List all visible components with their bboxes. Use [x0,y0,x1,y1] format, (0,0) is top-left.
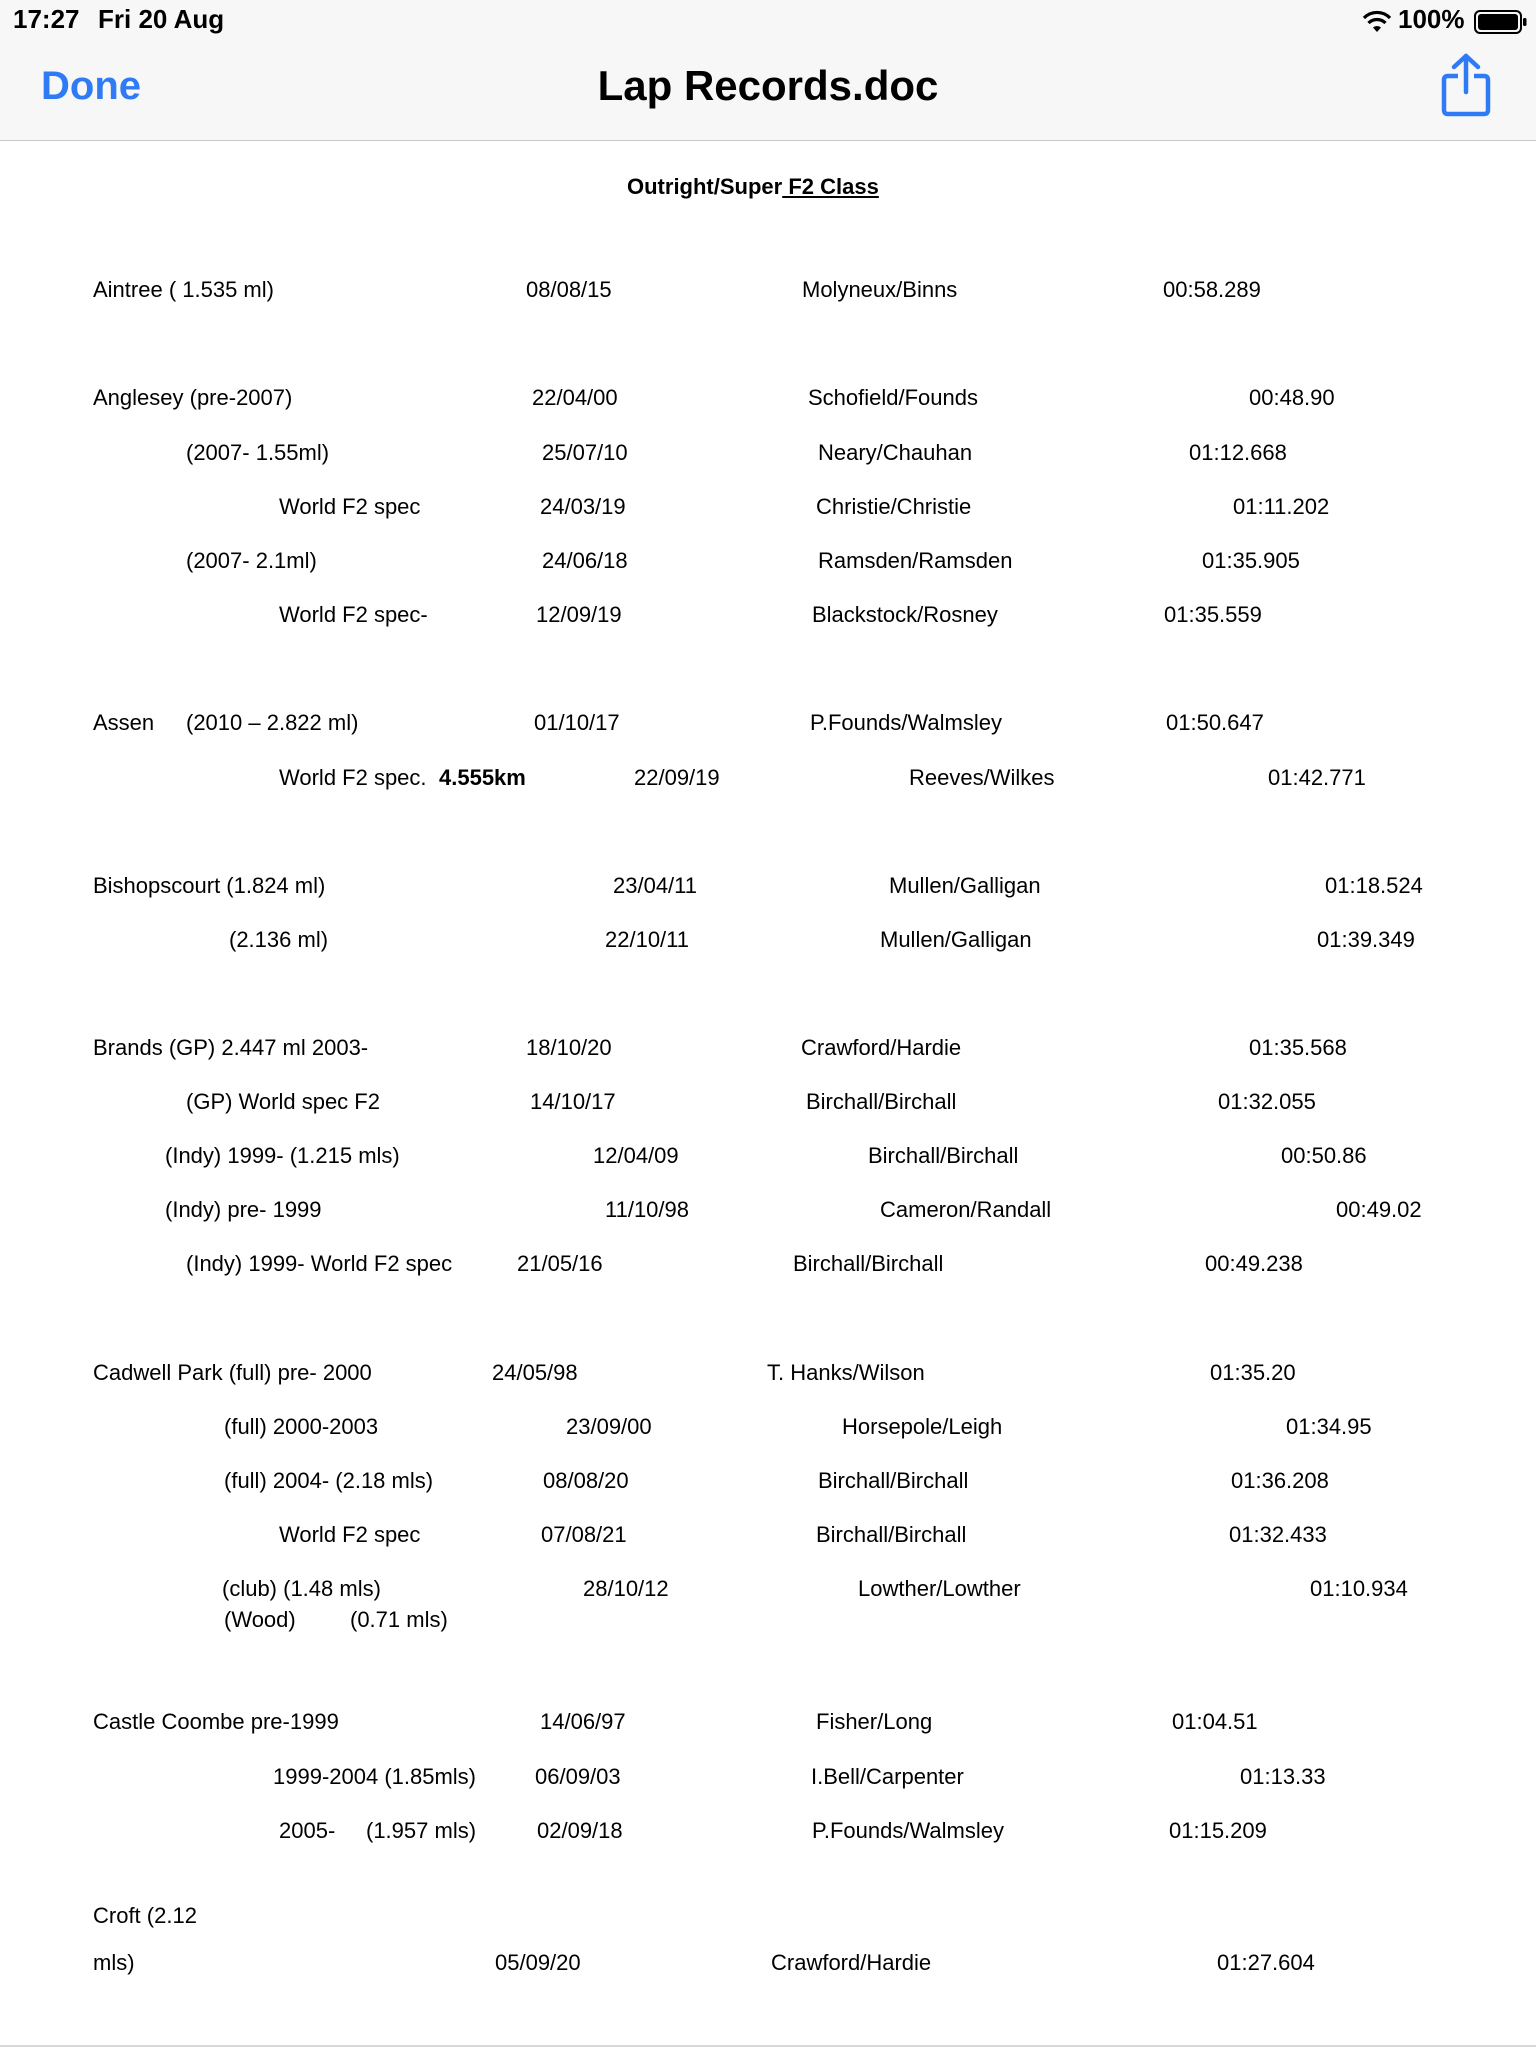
riders-cell: I.Bell/Carpenter [811,1764,964,1789]
date-cell: 14/06/97 [540,1709,626,1734]
date-cell: 12/09/19 [536,602,622,627]
circuit-cell: Cadwell Park (full) pre- 2000 [93,1360,372,1385]
time-cell: 01:50.647 [1166,710,1264,735]
date-cell: 18/10/20 [526,1035,612,1060]
riders-cell: P.Founds/Walmsley [812,1818,1004,1843]
time-cell: 00:58.289 [1163,277,1261,302]
circuit-cell: World F2 spec. [279,765,427,790]
circuit-cell: (club) (1.48 mls) [222,1576,381,1601]
circuit-cell: (GP) World spec F2 [186,1089,380,1114]
date-cell: 06/09/03 [535,1764,621,1789]
circuit-cell: (Indy) 1999- World F2 spec [186,1251,453,1276]
circuit-cell: 1999-2004 (1.85mls) [273,1764,477,1789]
date-cell: 11/10/98 [605,1197,690,1222]
riders-cell: T. Hanks/Wilson [767,1360,925,1385]
time-cell: 00:50.86 [1281,1143,1367,1168]
time-cell: 01:35.559 [1164,602,1262,627]
circuit-cell: (full) 2004- (2.18 mls) [224,1468,434,1493]
document-heading [627,174,879,200]
riders-cell: Mullen/Galligan [889,873,1041,898]
time-cell: 01:12.668 [1189,440,1287,465]
time-cell: 01:04.51 [1172,1709,1258,1734]
riders-cell: Ramsden/Ramsden [818,548,1013,573]
time-cell: 01:15.209 [1169,1818,1267,1843]
riders-cell: Molyneux/Binns [802,277,958,302]
time-cell: 01:11.202 [1233,494,1330,519]
circuit-cell: Assen [93,710,155,735]
date-cell: 07/08/21 [541,1522,627,1547]
circuit-cell: Aintree ( 1.535 ml) [93,277,274,302]
riders-cell: Reeves/Wilkes [909,765,1055,790]
riders-cell: Birchall/Birchall [793,1251,944,1276]
status-date: Fri 20 Aug [98,4,225,34]
circuit-bold-cell: 4.555km [439,765,526,790]
time-cell: 01:10.934 [1310,1576,1408,1601]
date-cell: 24/03/19 [540,494,626,519]
date-cell: 14/10/17 [530,1089,616,1114]
heading-underlined-text: F2 Class [782,174,879,199]
circuit-cell: (Indy) 1999- (1.215 mls) [165,1143,400,1168]
riders-cell: Christie/Christie [816,494,972,519]
circuit-cell: (full) 2000-2003 [224,1414,379,1439]
time-cell: 01:32.433 [1229,1522,1327,1547]
date-cell: 22/09/19 [634,765,720,790]
time-cell: 00:49.238 [1205,1251,1303,1276]
time-cell: 01:13.33 [1240,1764,1326,1789]
time-cell: 01:34.95 [1286,1414,1372,1439]
time-cell: 00:49.02 [1336,1197,1422,1222]
riders-cell: Birchall/Birchall [868,1143,1019,1168]
date-cell: 25/07/10 [542,440,628,465]
page-divider [0,2045,1536,2047]
riders-cell: P.Founds/Walmsley [810,710,1002,735]
circuit-cell: (2.136 ml) [229,927,329,952]
circuit-cell: Bishopscourt (1.824 ml) [93,873,326,898]
riders-cell: Birchall/Birchall [816,1522,967,1547]
riders-cell: Birchall/Birchall [806,1089,957,1114]
circuit-cell: Brands (GP) 2.447 ml 2003- [93,1035,369,1060]
time-cell: 01:39.349 [1317,927,1415,952]
circuit-detail-cell: (1.957 mls) [366,1818,477,1843]
time-cell: 01:35.568 [1249,1035,1347,1060]
document-title: Lap Records.doc [597,62,939,109]
date-cell: 23/09/00 [566,1414,652,1439]
riders-cell: Cameron/Randall [880,1197,1052,1222]
done-button[interactable]: Done [41,64,141,108]
time-cell: 01:36.208 [1231,1468,1329,1493]
battery-percent: 100% [1398,4,1465,34]
riders-cell: Mullen/Galligan [880,927,1032,952]
date-cell: 01/10/17 [534,710,620,735]
time-cell: 01:32.055 [1218,1089,1316,1114]
time-cell: 01:35.20 [1210,1360,1296,1385]
date-cell: 22/10/11 [605,927,690,952]
wifi-icon [1360,8,1394,34]
status-bar [0,0,1536,40]
date-cell: 24/06/18 [542,548,628,573]
circuit-cell: Croft (2.12 [93,1903,197,1928]
circuit-cell: Castle Coombe pre-1999 [93,1709,339,1734]
circuit-cell: World F2 spec [279,494,421,519]
circuit-cell: (Wood) [224,1607,296,1632]
circuit-cell: (2007- 1.55ml) [186,440,330,465]
time-cell: 01:18.524 [1325,873,1423,898]
share-icon[interactable] [1440,52,1492,118]
circuit-cell: Anglesey (pre-2007) [93,385,293,410]
status-time: 17:27 [13,4,80,34]
circuit-cell: 2005- [279,1818,336,1843]
circuit-cell: World F2 spec [279,1522,421,1547]
time-cell: 01:42.771 [1268,765,1366,790]
heading-text: Outright/Super [627,174,783,199]
riders-cell: Neary/Chauhan [818,440,973,465]
riders-cell: Fisher/Long [816,1709,933,1734]
date-cell: 22/04/00 [532,385,618,410]
time-cell: 01:35.905 [1202,548,1300,573]
date-cell: 02/09/18 [537,1818,623,1843]
circuit-detail-cell: (0.71 mls) [350,1607,448,1632]
date-cell: 24/05/98 [492,1360,578,1385]
date-cell: 12/04/09 [593,1143,679,1168]
circuit-cell: mls) [93,1950,135,1975]
circuit-cell: (2007- 2.1ml) [186,548,317,573]
time-cell: 00:48.90 [1249,385,1335,410]
date-cell: 08/08/15 [526,277,612,302]
riders-cell: Horsepole/Leigh [842,1414,1003,1439]
riders-cell: Lowther/Lowther [858,1576,1021,1601]
riders-cell: Crawford/Hardie [771,1950,932,1975]
riders-cell: Schofield/Founds [808,385,978,410]
riders-cell: Blackstock/Rosney [812,602,998,627]
riders-cell: Birchall/Birchall [818,1468,969,1493]
time-cell: 01:27.604 [1217,1950,1315,1975]
date-cell: 21/05/16 [517,1251,603,1276]
date-cell: 23/04/11 [613,873,698,898]
date-cell: 05/09/20 [495,1950,581,1975]
circuit-cell: (Indy) pre- 1999 [165,1197,322,1222]
date-cell: 08/08/20 [543,1468,629,1493]
battery-full-icon [1474,10,1528,34]
circuit-detail-cell: (2010 – 2.822 ml) [186,710,359,735]
circuit-cell: World F2 spec- [279,602,428,627]
date-cell: 28/10/12 [583,1576,669,1601]
riders-cell: Crawford/Hardie [801,1035,962,1060]
